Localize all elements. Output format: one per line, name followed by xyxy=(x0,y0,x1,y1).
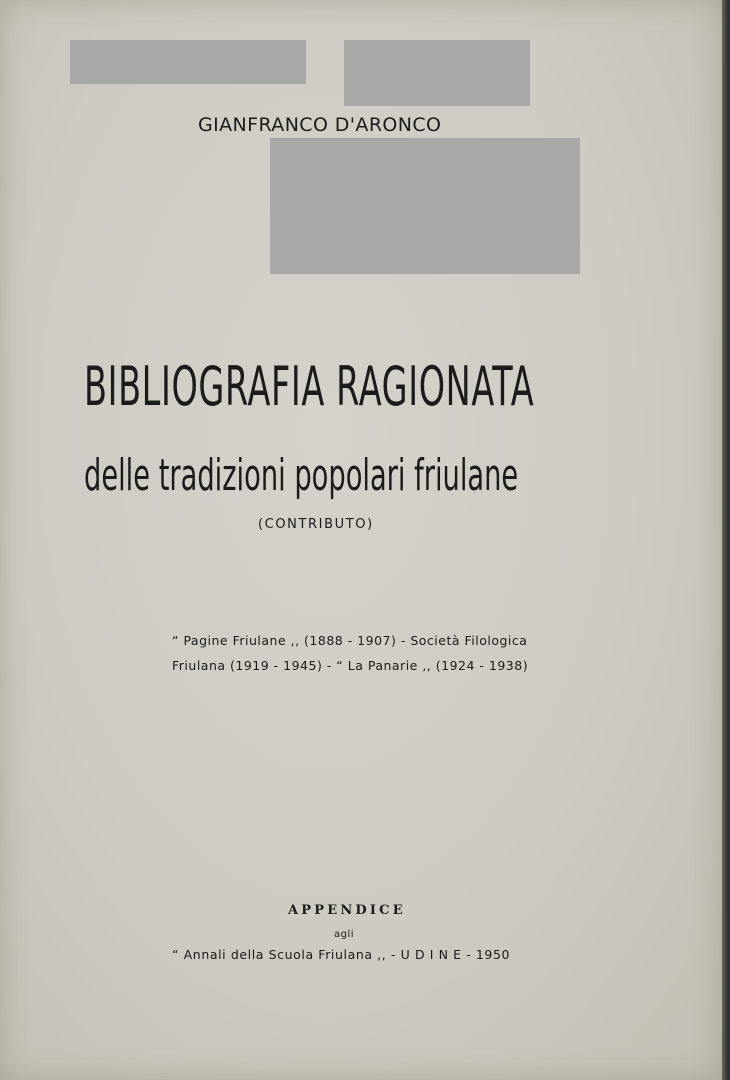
redaction-block xyxy=(70,40,306,84)
sources-line-2: Friulana (1919 - 1945) - “ La Panarie ,, (1924 - 1938) xyxy=(172,658,529,673)
appendix-connector: agli xyxy=(334,929,355,940)
author-name: GIANFRANCO D'ARONCO xyxy=(198,114,442,136)
page-edge xyxy=(722,0,730,1080)
contribution-note: (CONTRIBUTO) xyxy=(258,517,374,532)
appendix-label: APPENDICE xyxy=(288,903,406,918)
appendix-publication: “ Annali della Scuola Friulana ,, - U D I N E - 1950 xyxy=(172,947,511,962)
redaction-block xyxy=(344,40,530,106)
redaction-block xyxy=(270,138,580,274)
book-title: BIBLIOGRAFIA RAGIONATA xyxy=(84,355,535,418)
sources-line-1: “ Pagine Friulane ,, (1888 - 1907) - Società Filologica xyxy=(172,633,528,648)
book-subtitle: delle tradizioni popolari friulane xyxy=(84,450,519,501)
